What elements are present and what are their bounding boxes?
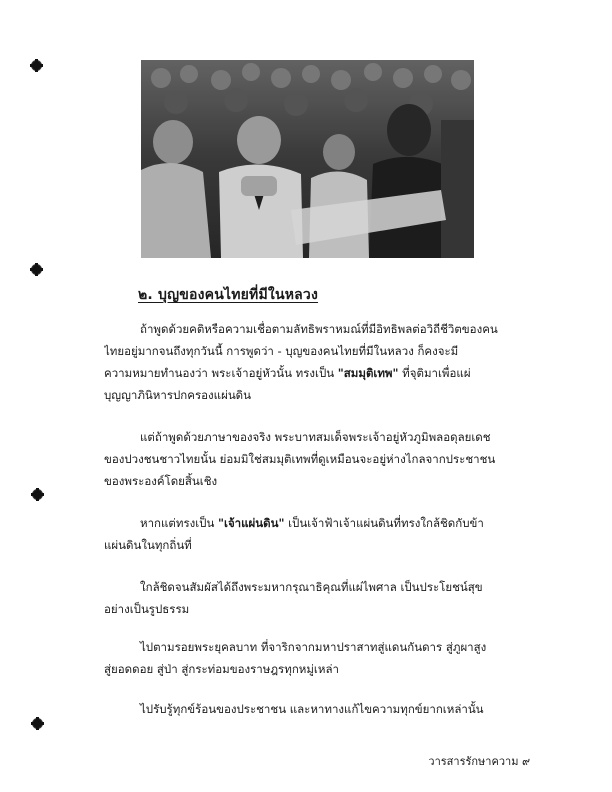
section-heading: ๒. บุญของคนไทยที่มีในหลวง [138,287,319,303]
crowd-photo [141,60,474,258]
paragraph-line: ไปตามรอยพระยุคลบาท ที่จาริกจากมหาปราสาทสู่แดนกันดาร สู่ภูผาสูง [140,640,487,654]
paragraph-line: บุญญาภินิหารปกครองแผ่นดิน [104,388,252,402]
paragraph [104,318,518,406]
paragraph-line: แผ่นดินในทุกถิ่นที่ [104,538,192,552]
emphasized-term: "เจ้าแผ่นดิน" [218,516,285,530]
paragraph-line: ใกล้ชิดจนสัมผัสได้ถึงพระมหากรุณาธิคุณที่แผ่ไพศาล เป็นประโยชน์สุข [140,580,483,594]
paragraph-line: ความหมายทำนองว่า พระเจ้าอยู่หัวนั้น ทรงเป็น "สมมุติเทพ" ที่จุติมาเพื่อแผ่ [104,366,471,380]
paragraph [104,512,518,556]
paragraph-line: หากแต่ทรงเป็น "เจ้าแผ่นดิน" เป็นเจ้าฟ้าเจ้าแผ่นดินที่ทรงใกล้ชิดกับข้า [140,516,484,530]
paragraph-line: ถ้าพูดด้วยคติหรือความเชื่อตามลัทธิพราหมณ์ที่มีอิทธิพลต่อวิถีชีวิตของคน [140,322,498,336]
paragraph [104,576,518,620]
punch-hole-mark [32,265,41,274]
paragraph [104,636,518,680]
paragraph-line: ไทยอยู่มากจนถึงทุกวันนี้ การพูดว่า - บุญของคนไทยที่มีในหลวง ก็คงจะมี [104,344,459,358]
paragraph-line: สู่ยอดดอย สู่ป่า สู่กระท่อมของราษฎรทุกหมู่เหล่า [104,662,339,676]
paragraph-line: ของปวงชนชาวไทยนั้น ย่อมมิใช่สมมุติเทพที่ดูเหมือนจะอยู่ห่างไกลจากประชาชน [104,452,496,466]
paragraph [104,698,518,720]
paragraph [104,426,518,492]
page-footer: วารสารรักษาความ ๙ [428,755,530,768]
paragraph-line: ไปรับรู้ทุกข์ร้อนของประชาชน และหาทางแก้ไขความทุกข์ยากเหล่านั้น [140,702,484,716]
punch-hole-mark [32,61,41,70]
paragraph-line: อย่างเป็นรูปธรรม [104,602,190,616]
paragraph-line: ของพระองค์โดยสิ้นเชิง [104,474,218,488]
crowd-photo-illustration [141,60,474,258]
punch-hole-mark [33,490,42,499]
punch-hole-mark [33,719,42,728]
emphasized-term: "สมมุติเทพ" [337,366,399,380]
paragraph-line: แต่ถ้าพูดด้วยภาษาของจริง พระบาทสมเด็จพระเจ้าอยู่หัวภูมิพลอดุลยเดช [140,430,491,444]
